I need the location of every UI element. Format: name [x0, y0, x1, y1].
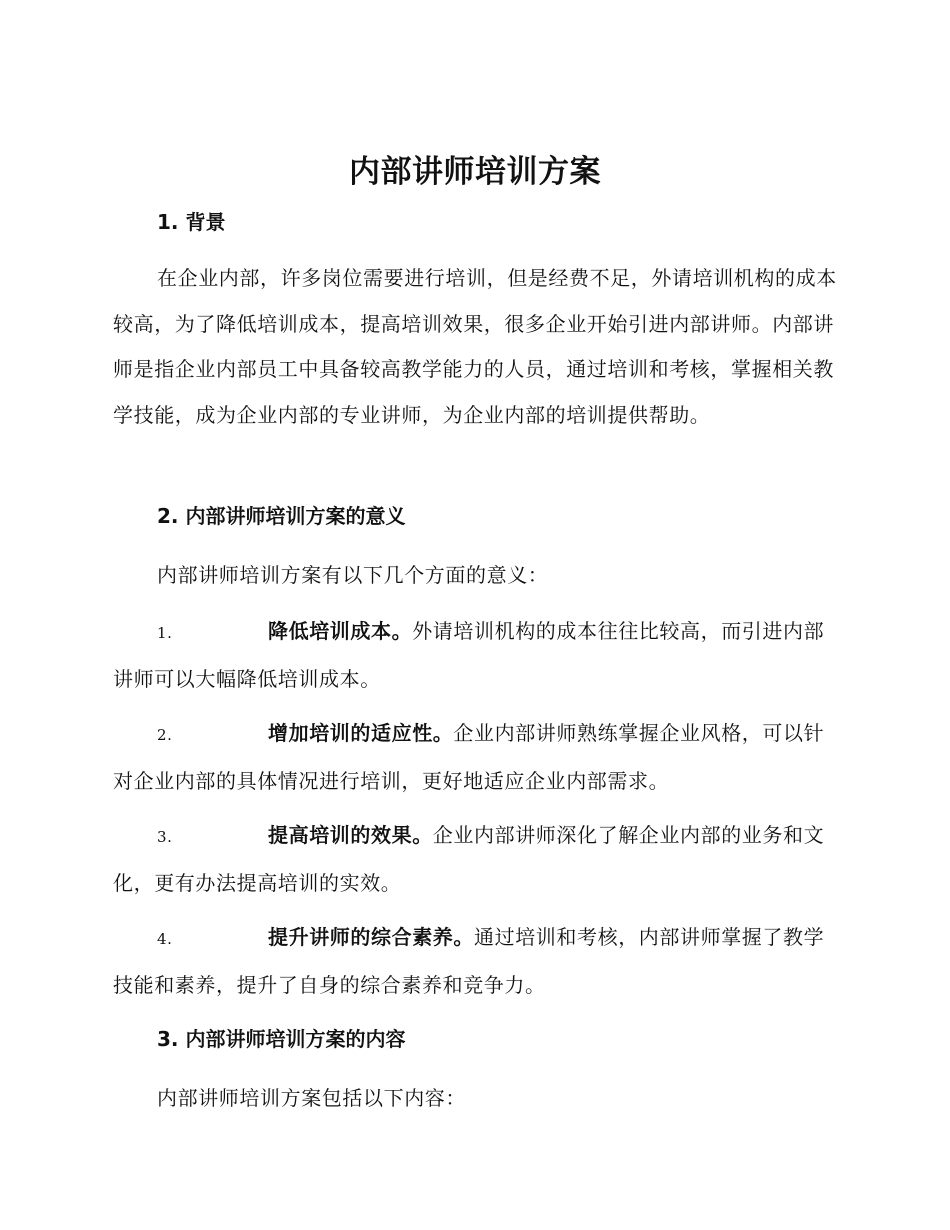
section-heading-background: 1. 背景	[157, 210, 226, 234]
list-item-bold: 降低培训成本。	[268, 619, 413, 643]
list-item-number: 1.	[157, 624, 173, 642]
list-item-text: 企业内部讲师熟练掌握企业风格，可以针对企业内部的具体情况进行培训，更好地适应企业内部需求。	[113, 721, 825, 793]
list-item-number: 2.	[157, 726, 173, 744]
list-item	[113, 813, 843, 906]
significance-intro: 内部讲师培训方案有以下几个方面的意义：	[157, 563, 549, 587]
list-item	[113, 915, 843, 1008]
list-item-number: 3.	[157, 828, 173, 846]
list-item-text: 通过培训和考核，内部讲师掌握了教学技能和素养，提升了自身的综合素养和竞争力。	[113, 925, 825, 997]
section-heading-significance: 2. 内部讲师培训方案的意义	[157, 504, 406, 528]
list-item-bold: 增加培训的适应性。	[268, 721, 454, 745]
document-title: 内部讲师培训方案	[349, 154, 601, 190]
background-paragraph: 在企业内部，许多岗位需要进行培训，但是经费不足，外请培训机构的成本较高，为了降低培训成本，提高培训效果，很多企业开始引进内部讲师。内部讲师是指企业内部员工中具备较高教学能力的人员，通过培训和考核，掌握相关教学技能，成为企业内部的专业讲师，为企业内部的培训提供帮助。	[113, 266, 837, 427]
section-heading-content: 3. 内部讲师培训方案的内容	[157, 1027, 406, 1051]
list-item-text: 企业内部讲师深化了解企业内部的业务和文化，更有办法提高培训的实效。	[113, 823, 825, 895]
content-intro: 内部讲师培训方案包括以下内容：	[157, 1086, 466, 1110]
list-item	[113, 711, 843, 804]
list-item	[113, 609, 843, 702]
list-item-bold: 提升讲师的综合素养。	[268, 925, 474, 949]
list-item-number: 4.	[157, 930, 173, 948]
list-item-text: 外请培训机构的成本往往比较高，而引进内部讲师可以大幅降低培训成本。	[113, 619, 825, 691]
list-item-bold: 提高培训的效果。	[268, 823, 433, 847]
